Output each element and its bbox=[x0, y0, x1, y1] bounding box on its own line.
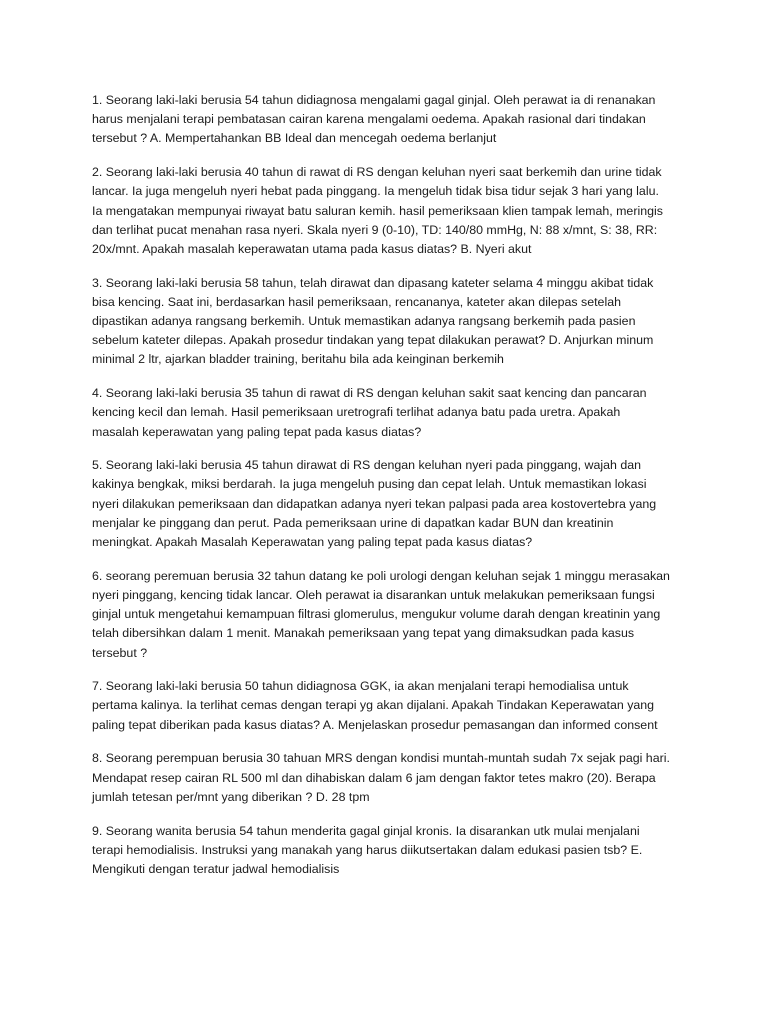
text-line: harus menjalani terapi pembatasan cairan karena mengalami oedema. Apakah rasional dari tindakan bbox=[92, 112, 646, 127]
text-line: terapi hemodialisis. Instruksi yang manakah yang harus diikutsertakan dalam edukasi pasien tsb? E. bbox=[92, 842, 643, 857]
text-line: 2. Seorang laki-laki berusia 40 tahun di rawat di RS dengan keluhan nyeri saat berkemih dan urine tidak bbox=[92, 165, 662, 180]
text-line: meningkat. Apakah Masalah Keperawatan yang paling tepat pada kasus diatas? bbox=[92, 535, 533, 550]
text-line: telah dibersihkan dalam 1 menit. Manakah pemeriksaan yang tepat yang dimaksudkan pada kasus bbox=[92, 626, 635, 641]
text-line: paling tepat diberikan pada kasus diatas? A. Menjelaskan prosedur pemasangan dan informed consent bbox=[92, 717, 658, 732]
text-line: 8. Seorang perempuan berusia 30 tahuan MRS dengan kondisi muntah-muntah sudah 7x sejak pagi hari. bbox=[92, 751, 670, 766]
text-line: minimal 2 ltr, ajarkan bladder training, beritahu bila ada keinginan berkemih bbox=[92, 352, 504, 367]
text-line: sebelum kateter dilepas. Apakah prosedur tindakan yang tepat dilakukan perawat? D. Anjurkan minum bbox=[92, 333, 654, 348]
text-line: bisa kencing. Saat ini, berdasarkan hasil pemeriksaan, rencananya, kateter akan dilepas setelah bbox=[92, 294, 621, 309]
question-2 bbox=[92, 163, 728, 259]
question-3 bbox=[92, 274, 728, 370]
question-7 bbox=[92, 677, 728, 735]
text-line: 1. Seorang laki-laki berusia 54 tahun didiagnosa mengalami gagal ginjal. Oleh perawat ia di renanakan bbox=[92, 93, 656, 107]
question-6 bbox=[92, 567, 728, 663]
question-8 bbox=[92, 749, 728, 807]
text-line: tersebut ? bbox=[92, 645, 148, 660]
text-line: nyeri dilakukan pemeriksaan dan didapatkan adanya nyeri tekan palpasi pada area kostovertebra yang bbox=[92, 496, 657, 511]
text-line: 5. Seorang laki-laki berusia 45 tahun dirawat di RS dengan keluhan nyeri pada pinggang, wajah dan bbox=[92, 458, 642, 473]
question-1 bbox=[92, 91, 728, 149]
question-9 bbox=[92, 822, 728, 880]
question-4 bbox=[92, 384, 728, 442]
text-line: 3. Seorang laki-laki berusia 58 tahun, telah dirawat dan dipasang kateter selama 4 minggu akibat tidak bbox=[92, 275, 654, 290]
text-line: ginjal untuk mengetahui kemampuan filtrasi glomerulus, mengukur volume darah dengan kreatinin yang bbox=[92, 607, 661, 622]
text-line: kakinya bengkak, miksi berdarah. Ia juga mengeluh pusing dan cepat lelah. Untuk memastikan lokasi bbox=[92, 477, 647, 492]
text-line: 7. Seorang laki-laki berusia 50 tahun didiagnosa GGK, ia akan menjalani terapi hemodialisa untuk bbox=[92, 679, 629, 694]
text-line: 20x/mnt. Apakah masalah keperawatan utama pada kasus diatas? B. Nyeri akut bbox=[92, 241, 532, 256]
text-line: dan terlihat pucat menahan rasa nyeri. Skala nyeri 9 (0-10), TD: 140/80 mmHg, N: 88 x/mnt, S: 38, RR: bbox=[92, 222, 658, 237]
text-line: pertama kalinya. Ia terlihat cemas dengan terapi yg akan dijalani. Apakah Tindakan Keperawatan yang bbox=[92, 698, 655, 713]
text-line: 9. Seorang wanita berusia 54 tahun menderita gagal ginjal kronis. Ia disarankan utk mulai menjalani bbox=[92, 823, 640, 838]
text-line: 6. seorang peremuan berusia 32 tahun datang ke poli urologi dengan keluhan sejak 1 minggu merasakan bbox=[92, 568, 670, 583]
text-line: 4. Seorang laki-laki berusia 35 tahun di rawat di RS dengan keluhan sakit saat kencing dan pancaran bbox=[92, 386, 647, 401]
text-line: Mengikuti dengan teratur jadwal hemodialisis bbox=[92, 861, 340, 876]
question-5 bbox=[92, 456, 728, 552]
text-line: lancar. Ia juga mengeluh nyeri hebat pada pinggang. Ia mengeluh tidak bisa tidur sejak 3 hari yang lalu. bbox=[92, 184, 659, 199]
text-line: Ia mengatakan mempunyai riwayat batu saluran kemih. hasil pemeriksaan klien tampak lemah, meringis bbox=[92, 203, 663, 218]
text-line: nyeri pinggang, kencing tidak lancar. Oleh perawat ia disarankan untuk melakukan pemeriksaan fungsi bbox=[92, 587, 655, 602]
text-line: masalah keperawatan yang paling tepat pada kasus diatas? bbox=[92, 424, 422, 439]
text-line: Mendapat resep cairan RL 500 ml dan dihabiskan dalam 6 jam dengan faktor tetes makro (20). Berapa bbox=[92, 770, 656, 785]
text-line: dipastikan adanya rangsang berkemih. Untuk memastikan adanya rangsang berkemih pada pasien bbox=[92, 314, 636, 329]
text-line: kencing kecil dan lemah. Hasil pemeriksaan uretrografi terlihat adanya batu pada uretra. Apakah bbox=[92, 405, 621, 420]
text-line: tersebut ? A. Mempertahankan BB Ideal dan mencegah oedema berlanjut bbox=[92, 131, 497, 146]
text-line: jumlah tetesan per/mnt yang diberikan ? D. 28 tpm bbox=[92, 789, 370, 804]
text-line: menjalar ke pinggang dan perut. Pada pemeriksaan urine di dapatkan kadar BUN dan kreatinin bbox=[92, 515, 614, 530]
